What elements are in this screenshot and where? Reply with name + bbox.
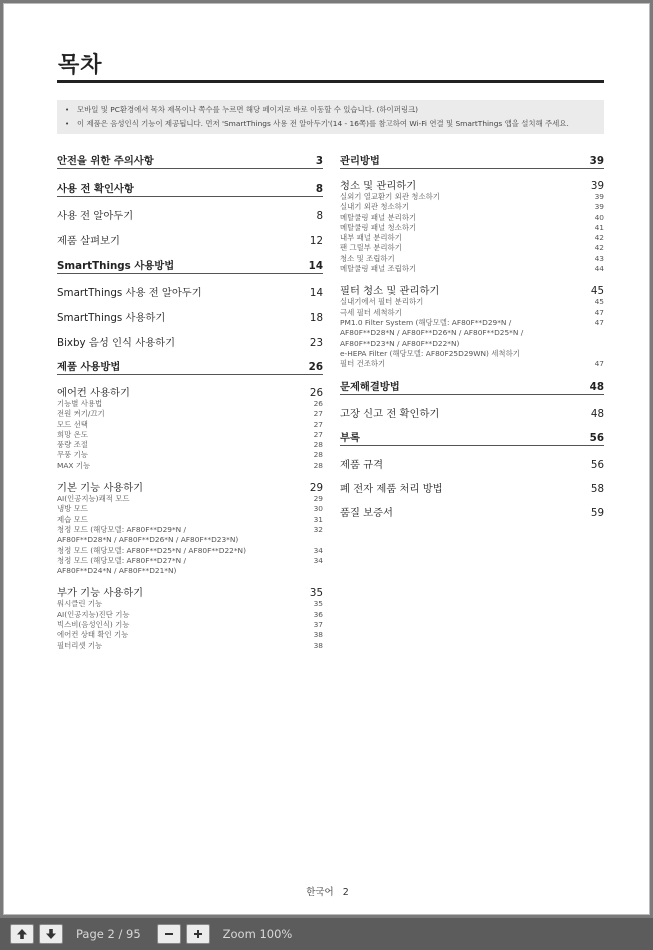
previous-page-button[interactable] bbox=[10, 924, 34, 944]
list-item[interactable] bbox=[340, 297, 604, 307]
item-page: 31 bbox=[313, 514, 323, 524]
list-item[interactable] bbox=[57, 430, 323, 440]
list-item[interactable] bbox=[340, 254, 604, 264]
item-page: 35 bbox=[313, 599, 323, 609]
toc-title: 기본 기능 사용하기 bbox=[57, 482, 144, 495]
item-page: 42 bbox=[594, 243, 604, 253]
item-page: 27 bbox=[313, 429, 323, 439]
toc-entry-st-know[interactable] bbox=[57, 281, 323, 299]
list-item[interactable] bbox=[57, 630, 323, 640]
item-page: 26 bbox=[313, 399, 323, 408]
item-title: 희망 온도 bbox=[57, 429, 88, 439]
toc-section-appendix[interactable] bbox=[340, 427, 604, 446]
toc-page: 56 bbox=[589, 432, 604, 445]
item-title: 실내기에서 필터 분리하기 bbox=[340, 297, 424, 307]
plus-icon bbox=[192, 928, 204, 940]
toc-right-column bbox=[340, 150, 604, 519]
page-footer bbox=[4, 884, 651, 898]
item-title: 냉방 모드 bbox=[57, 504, 88, 514]
list-item[interactable] bbox=[57, 399, 323, 409]
item-title: AI(인공지능)쾌적 모드 bbox=[57, 494, 130, 504]
item-title: 메탈쿨링 패널 분리하기 bbox=[340, 212, 417, 222]
toc-sublist-clean bbox=[340, 192, 604, 274]
item-title: 실내기 외관 청소하기 bbox=[340, 202, 409, 212]
note-text: 이 제품은 음성인식 기능이 제공됩니다. 먼저 'SmartThings 사용 전 알아두기'(14 - 16쪽)를 참고하여 Wi-Fi 연결 및 SmartThings 앱을 설치해 주세요. bbox=[77, 119, 569, 128]
toc-title: 문제해결방법 bbox=[340, 381, 400, 394]
toc-page: 3 bbox=[315, 155, 323, 167]
item-page: 38 bbox=[313, 640, 323, 650]
list-item[interactable] bbox=[57, 420, 323, 430]
arrow-down-icon bbox=[45, 928, 57, 940]
toc-entry-disposal[interactable] bbox=[340, 477, 604, 495]
toc-page: 56 bbox=[590, 459, 604, 472]
toc-page: 48 bbox=[589, 381, 604, 394]
toc-title: 제품 규격 bbox=[340, 459, 384, 472]
toc-page: 8 bbox=[316, 210, 323, 222]
toc-title: SmartThings 사용하기 bbox=[57, 312, 166, 324]
list-item[interactable] bbox=[340, 192, 604, 202]
toc-title: 에어컨 사용하기 bbox=[57, 387, 130, 399]
item-page: 36 bbox=[313, 609, 323, 619]
bullet-icon: • bbox=[65, 120, 70, 128]
page-indicator: Page 2 / 95 bbox=[76, 927, 141, 941]
toc-title: SmartThings 사용방법 bbox=[57, 260, 175, 272]
toc-entry-know[interactable] bbox=[57, 204, 323, 222]
footer-language: 한국어 bbox=[306, 887, 334, 898]
list-item[interactable] bbox=[340, 359, 604, 369]
toc-page: 48 bbox=[590, 408, 604, 421]
item-page: 28 bbox=[313, 440, 323, 450]
item-title: 전원 켜기/끄기 bbox=[57, 409, 105, 419]
list-item[interactable] bbox=[340, 318, 604, 349]
toc-title: 폐 전자 제품 처리 방법 bbox=[340, 483, 443, 496]
item-page: 45 bbox=[594, 297, 604, 307]
footer-page-number: 2 bbox=[342, 887, 349, 898]
item-page: 41 bbox=[594, 222, 604, 232]
toc-title: SmartThings 사용 전 알아두기 bbox=[57, 287, 202, 299]
item-page: 32 bbox=[313, 524, 323, 534]
toc-title: 청소 및 관리하기 bbox=[340, 180, 417, 192]
item-title: 기능별 사용법 bbox=[57, 399, 103, 408]
toc-title: 필터 청소 및 관리하기 bbox=[340, 285, 440, 298]
list-item[interactable] bbox=[57, 525, 323, 546]
item-title: 메탈쿨링 패널 청소하기 bbox=[340, 222, 417, 232]
item-title: e-HEPA Filter (해당모델: AF80F25D29WN) 세척하기 bbox=[340, 348, 520, 358]
toc-entry-filter[interactable] bbox=[340, 280, 604, 297]
item-title: 빅스비(음성인식) 기능 bbox=[57, 620, 130, 630]
list-item[interactable] bbox=[340, 349, 604, 359]
list-item[interactable] bbox=[340, 233, 604, 243]
item-page: 39 bbox=[594, 192, 604, 201]
item-page: 47 bbox=[594, 317, 604, 327]
toc-title: 품질 보증서 bbox=[340, 507, 394, 520]
item-title: 모드 선택 bbox=[57, 419, 88, 429]
toc-page: 59 bbox=[590, 507, 604, 520]
list-item[interactable] bbox=[340, 243, 604, 253]
toc-page: 29 bbox=[309, 482, 323, 495]
toc-page: 8 bbox=[315, 183, 323, 195]
toc-page: 45 bbox=[590, 285, 604, 298]
arrow-up-icon bbox=[16, 928, 28, 940]
viewer-toolbar bbox=[0, 918, 653, 950]
toc-entry-overview[interactable] bbox=[57, 229, 323, 247]
notes-box bbox=[57, 100, 604, 134]
item-page: 40 bbox=[594, 212, 604, 222]
toc-entry-spec[interactable] bbox=[340, 453, 604, 471]
list-item[interactable] bbox=[57, 599, 323, 609]
note-item bbox=[65, 117, 596, 131]
toc-page: 12 bbox=[309, 235, 323, 247]
item-page: 47 bbox=[594, 307, 604, 317]
item-page: 27 bbox=[313, 409, 323, 419]
item-title: 팬 그릴부 분리하기 bbox=[340, 243, 402, 253]
list-item[interactable] bbox=[57, 515, 323, 525]
item-title: MAX 기능 bbox=[57, 460, 91, 470]
toc-page: 14 bbox=[309, 287, 323, 299]
list-item[interactable] bbox=[340, 264, 604, 274]
list-item[interactable] bbox=[57, 409, 323, 419]
list-item[interactable] bbox=[57, 620, 323, 630]
note-text: 모바일 및 PC환경에서 목차 제목이나 쪽수를 누르면 해당 페이지로 바로 이동할 수 있습니다. (하이퍼링크) bbox=[77, 105, 418, 114]
item-title: 워시클린 기능 bbox=[57, 599, 103, 609]
list-item[interactable] bbox=[57, 546, 323, 556]
item-page: 42 bbox=[594, 233, 604, 243]
list-item[interactable] bbox=[57, 504, 323, 514]
document-page bbox=[3, 3, 650, 915]
toc-entry-extra[interactable] bbox=[57, 582, 323, 599]
item-title: 청소 및 조립하기 bbox=[340, 253, 395, 263]
toc-title: 사용 전 확인사항 bbox=[57, 183, 134, 195]
toc-left-column bbox=[57, 150, 323, 651]
item-page: 34 bbox=[313, 555, 323, 565]
item-title: 실외기 열교환기 외관 청소하기 bbox=[340, 192, 440, 201]
toc-section-smartthings[interactable] bbox=[57, 255, 323, 274]
page-title: 목차 bbox=[58, 53, 103, 78]
list-item[interactable] bbox=[57, 610, 323, 620]
item-title: AI(인공지능)진단 기능 bbox=[57, 609, 130, 619]
toc-title: 부가 기능 사용하기 bbox=[57, 587, 144, 600]
minus-icon bbox=[163, 928, 175, 940]
toc-entry-before-report[interactable] bbox=[340, 402, 604, 420]
list-item[interactable] bbox=[57, 450, 323, 460]
toc-entry-basic[interactable] bbox=[57, 477, 323, 494]
item-page: 39 bbox=[594, 202, 604, 212]
toc-section-pre-check[interactable] bbox=[57, 178, 323, 197]
toc-section-safety[interactable] bbox=[57, 150, 323, 169]
toc-section-trouble[interactable] bbox=[340, 376, 604, 395]
title-rule bbox=[57, 80, 604, 83]
toc-page: 58 bbox=[590, 483, 604, 496]
toc-title: 관리방법 bbox=[340, 155, 380, 167]
item-page: 43 bbox=[594, 253, 604, 263]
next-page-button[interactable] bbox=[39, 924, 63, 944]
item-page: 47 bbox=[594, 359, 604, 369]
list-item[interactable] bbox=[340, 202, 604, 212]
item-title: 내부 패널 분리하기 bbox=[340, 233, 402, 243]
toc-entry-ac-use[interactable] bbox=[57, 382, 323, 399]
toc-page: 23 bbox=[309, 337, 323, 349]
toc-page: 26 bbox=[309, 387, 323, 399]
toc-title: Bixby 음성 인식 사용하기 bbox=[57, 337, 176, 349]
toc-sublist-filter bbox=[340, 297, 604, 369]
list-item[interactable] bbox=[57, 641, 323, 651]
item-page: 38 bbox=[313, 630, 323, 640]
item-page bbox=[598, 349, 604, 359]
item-title: 청정 모드 (해당모델: AF80F**D25*N / AF80F**D22*N) bbox=[57, 545, 246, 555]
item-title: 제습 모드 bbox=[57, 514, 88, 524]
toc-page: 26 bbox=[308, 361, 323, 373]
list-item[interactable] bbox=[57, 556, 323, 577]
toc-title: 제품 살펴보기 bbox=[57, 235, 120, 247]
item-title: 풍량 조절 bbox=[57, 440, 88, 450]
item-title: 메탈쿨링 패널 조립하기 bbox=[340, 264, 417, 274]
toc-entry-clean[interactable] bbox=[340, 175, 604, 192]
item-title: 필터리셋 기능 bbox=[57, 640, 103, 650]
toc-page: 14 bbox=[308, 260, 323, 272]
zoom-indicator: Zoom 100% bbox=[222, 927, 293, 941]
bullet-icon: • bbox=[65, 106, 70, 114]
item-page: 34 bbox=[313, 545, 323, 555]
list-item[interactable] bbox=[57, 440, 323, 450]
list-item[interactable] bbox=[340, 223, 604, 233]
item-title: 에어컨 상태 확인 기능 bbox=[57, 630, 129, 640]
zoom-out-button[interactable] bbox=[157, 924, 181, 944]
note-item bbox=[65, 103, 596, 117]
item-title: 무풍 기능 bbox=[57, 450, 88, 460]
item-page: 27 bbox=[313, 419, 323, 429]
item-page: 29 bbox=[313, 494, 323, 504]
toc-title: 사용 전 알아두기 bbox=[57, 210, 134, 222]
item-page: 37 bbox=[313, 620, 323, 630]
toc-sublist-extra bbox=[57, 599, 323, 650]
item-title: 청정 모드 (해당모델: AF80F**D27*N / AF80F**D24*N / AF80F**D21*N) bbox=[57, 555, 187, 576]
toc-entry-bixby[interactable] bbox=[57, 331, 323, 349]
item-page: 30 bbox=[313, 504, 323, 514]
toc-entry-st-use[interactable] bbox=[57, 306, 323, 324]
toc-page: 18 bbox=[309, 312, 323, 324]
toc-title: 고장 신고 전 확인하기 bbox=[340, 408, 440, 421]
list-item[interactable] bbox=[57, 494, 323, 504]
toc-title: 안전을 위한 주의사항 bbox=[57, 155, 154, 167]
toc-sublist-ac bbox=[57, 399, 323, 471]
list-item[interactable] bbox=[340, 213, 604, 223]
item-page: 28 bbox=[313, 460, 323, 470]
item-page: 28 bbox=[313, 450, 323, 460]
toc-title: 부록 bbox=[340, 432, 360, 445]
toc-sublist-basic bbox=[57, 494, 323, 576]
item-page: 44 bbox=[594, 264, 604, 274]
toc-entry-warranty[interactable] bbox=[340, 501, 604, 519]
item-title: 필터 건조하기 bbox=[340, 359, 386, 369]
list-item[interactable] bbox=[340, 308, 604, 318]
item-title: 청정 모드 (해당모델: AF80F**D29*N / AF80F**D28*N / AF80F**D26*N / AF80F**D23*N) bbox=[57, 524, 239, 545]
list-item[interactable] bbox=[57, 461, 323, 471]
zoom-in-button[interactable] bbox=[186, 924, 210, 944]
toc-page: 39 bbox=[590, 180, 604, 192]
toc-page: 39 bbox=[589, 155, 604, 167]
toc-title: 제품 사용방법 bbox=[57, 361, 121, 373]
toc-section-manage[interactable] bbox=[340, 150, 604, 169]
toc-section-product-usage[interactable] bbox=[57, 356, 323, 375]
toc-page: 35 bbox=[309, 587, 323, 600]
item-title: PM1.0 Filter System (해당모델: AF80F**D29*N / AF80F**D28*N / AF80F**D26*N / AF80F**D25*N / AF80F**D23*N / AF80F**D22*N) bbox=[340, 317, 524, 348]
item-title: 극세 필터 세척하기 bbox=[340, 307, 402, 317]
